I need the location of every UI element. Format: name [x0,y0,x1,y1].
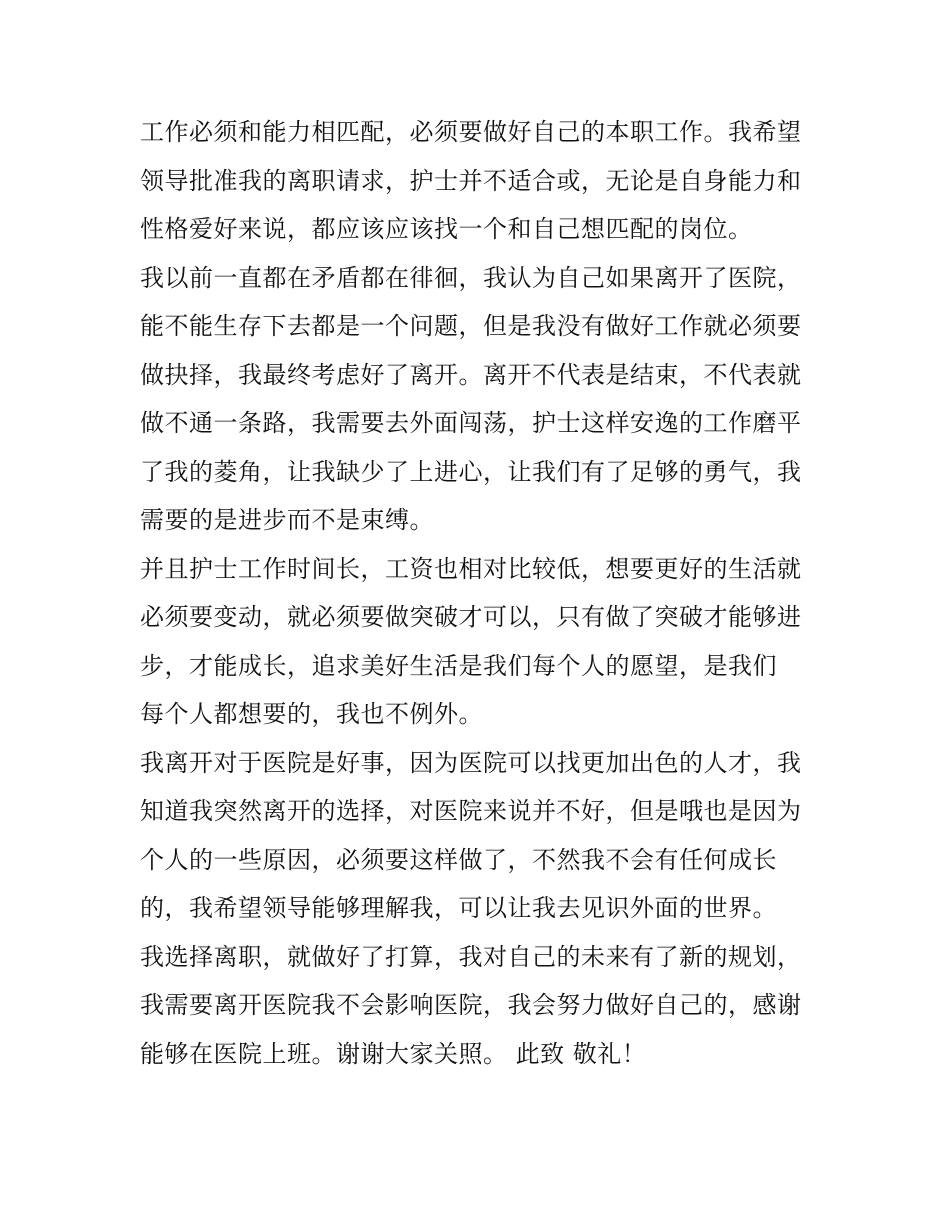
text-line: 做抉择，我最终考虑好了离开。离开不代表是结束，不代表就 [140,360,802,389]
text-line: 知道我突然离开的选择，对医院来说并不好，但是哦也是因为 [140,797,802,825]
text-line: 性格爱好来说，都应该应该找一个和自己想匹配的岗位。 [140,215,753,243]
text-line: 需要的是进步而不是束缚。 [140,506,434,534]
text-line: 我以前一直都在矛盾都在徘徊，我认为自己如果离开了医院， [140,263,802,292]
text-line: 能够在医院上班。谢谢大家关照。 此致 敬礼！ [140,1039,647,1068]
text-line: 我选择离职，就做好了打算，我对自己的未来有了新的规划， [140,942,802,971]
text-line: 的，我希望领导能够理解我，可以让我去见识外面的世界。 [140,894,777,922]
text-line: 我离开对于医院是好事，因为医院可以找更加出色的人才，我 [140,748,802,777]
text-line: 能不能生存下去都是一个问题，但是我没有做好工作就必须要 [140,312,802,340]
text-line: 必须要变动，就必须要做突破才可以，只有做了突破才能够进 [140,603,802,631]
body-text [140,108,820,1078]
text-line: 我需要离开医院我不会影响医院，我会努力做好自己的，感谢 [140,991,802,1019]
text-line: 了我的菱角，让我缺少了上进心，让我们有了足够的勇气，我 [140,457,802,486]
text-line: 工作必须和能力相匹配，必须要做好自己的本职工作。我希望 [140,118,802,146]
text-line: 步，才能成长，追求美好生活是我们每个人的愿望，是我们 [140,651,777,680]
text-line: 并且护士工作时间长，工资也相对比较低，想要更好的生活就 [140,554,802,583]
text-line: 做不通一条路，我需要去外面闯荡，护士这样安逸的工作磨平 [140,409,802,437]
text-line: 每个人都想要的，我也不例外。 [140,700,483,728]
text-line: 领导批准我的离职请求，护士并不适合或，无论是自身能力和 [140,166,802,195]
text-line: 个人的一些原因，必须要这样做了，不然我不会有任何成长 [140,845,777,874]
